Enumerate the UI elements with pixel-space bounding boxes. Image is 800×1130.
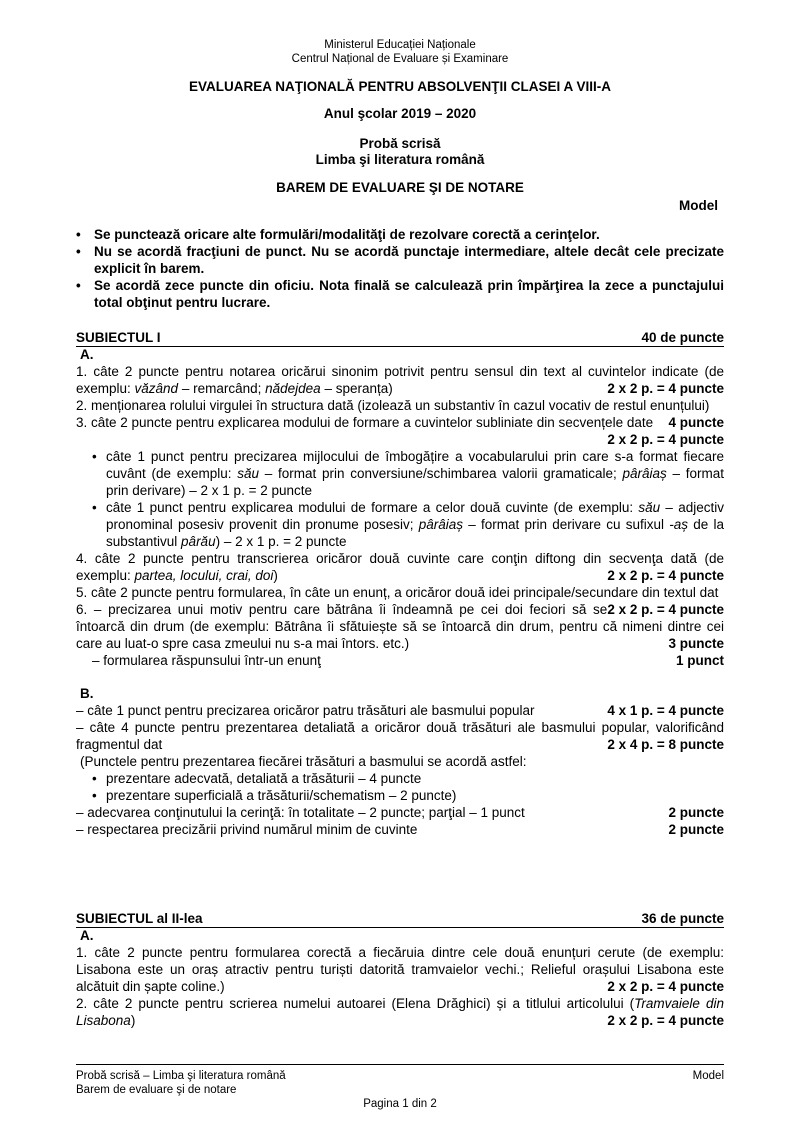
subject-2-item-2: 2. câte 2 puncte pentru scrierea numelui autoarei (Elena Drăghici) și a titlului articolului (Tramvaiele din Lisabona) 2 x 2 p. = 4 puncte bbox=[76, 996, 724, 1028]
part-b-item-3-points: 2 puncte bbox=[668, 805, 724, 820]
item-1-points: 2 x 2 p. = 4 puncte bbox=[607, 381, 724, 396]
item-2: 2. menționarea rolului virgulei în structura dată (izolează un substantiv în cazul vocativ de restul enunțului) 4 puncte bbox=[76, 398, 724, 430]
subject-1-title: SUBIECTUL I bbox=[76, 330, 161, 345]
part-b-item-3: – adecvarea conţinutului la cerinţă: în totalitate – 2 puncte; parţial – 1 punct 2 puncte bbox=[76, 805, 724, 820]
item-5-points: 2 x 2 p. = 4 puncte bbox=[607, 602, 724, 617]
subject-1 bbox=[76, 330, 724, 838]
part-b-item-1: – câte 1 punct pentru precizarea oricăror patru trăsături ale basmului popular 4 x 1 p. = 4 puncte bbox=[76, 703, 724, 718]
item-3-points: 2 x 2 p. = 4 puncte bbox=[607, 432, 724, 447]
part-b-item-2-points: 2 x 4 p. = 8 puncte bbox=[607, 737, 724, 752]
center-name: Centrul Național de Evaluare și Examinare bbox=[291, 53, 509, 65]
subject-2 bbox=[76, 911, 724, 1029]
subject-2-header bbox=[76, 911, 724, 928]
exam-title: EVALUAREA NAŢIONALĂ PENTRU ABSOLVENŢII CLASEI A VIII-A bbox=[188, 79, 611, 94]
item-3-bullet-1: • câte 1 punct pentru precizarea mijlocului de îmbogățire a vocabularului prin care s-a format fiecare cuvânt (de exemplu: său – format prin conversiune/schimbarea valorii gramaticale; pârâiaș – format prin derivare) – 2 x 1 p. = 2 puncte bbox=[76, 448, 724, 499]
part-b-item-1-points: 4 x 1 p. = 4 puncte bbox=[607, 703, 724, 718]
item-4-points: 2 x 2 p. = 4 puncte bbox=[607, 568, 724, 583]
item-4: 4. câte 2 puncte pentru transcrierea oricăror două cuvinte care conţin diftong din secvenţa dată (de exemplu: partea, locului, crai, doi) 2 x 2 p. = 4 puncte bbox=[76, 551, 724, 583]
subject-2-points: 36 de puncte bbox=[641, 911, 724, 926]
page-footer bbox=[76, 1064, 724, 1097]
ministry-name: Ministerul Educației Naționale bbox=[324, 39, 476, 51]
exam-type: Probă scrisă bbox=[359, 136, 441, 151]
part-b-note-bullet-1: • prezentare adecvată, detaliată a trăsăturii – 4 puncte bbox=[76, 770, 724, 787]
part-b-note-bullet-2: • prezentare superficială a trăsăturii/schematism – 2 puncte) bbox=[76, 787, 724, 804]
subject-1-points: 40 de puncte bbox=[641, 330, 724, 345]
item-3-bullet-2: • câte 1 punct pentru explicarea modului de formare a celor două cuvinte (de exemplu: său – adjectiv pronominal posesiv provenit din pronume posesiv; pârâiaș – format prin derivare cu sufixul -aș de la substantivul pârău) – 2 x 1 p. = 2 puncte bbox=[76, 499, 724, 550]
item-3: 3. câte 2 puncte pentru explicarea modului de formare a cuvintelor subliniate din secvențele date bbox=[76, 415, 654, 430]
rule-item: • Se punctează oricare alte formulări/modalităţi de rezolvare corectă a cerinţelor. bbox=[76, 226, 724, 243]
subject-1-header bbox=[76, 330, 724, 347]
document-title: BAREM DE EVALUARE ŞI DE NOTARE bbox=[276, 180, 524, 195]
rule-item: • Se acordă zece puncte din oficiu. Nota finală se calculează prin împărţirea la zece a punctajului total obţinut pentru lucrare. bbox=[76, 277, 724, 311]
subject-2-item-1: 1. câte 2 puncte pentru formularea corectă a fiecăruia dintre cele două enunțuri cerute (de exemplu: Lisabona este un oraș atractiv pentru turiști datorită tramvaielor vechi.; Relieful orașului Lisabona este alcătuit din șapte coline.) 2 x 2 p. = 4 puncte bbox=[76, 945, 724, 994]
general-rules bbox=[76, 226, 724, 311]
footer-model-label: Model bbox=[692, 1070, 724, 1082]
part-b-label: B. bbox=[80, 686, 94, 701]
subject-2-item-2-points: 2 x 2 p. = 4 puncte bbox=[607, 1013, 724, 1028]
item-2-points: 4 puncte bbox=[668, 415, 724, 430]
item-6b: – formularea răspunsului într-un enunţ 1 punct bbox=[92, 653, 724, 668]
rule-item: • Nu se acordă fracţiuni de punct. Nu se acordă punctaje intermediare, altele decât cele precizate explicit în barem. bbox=[76, 243, 724, 277]
item-1: 1. câte 2 puncte pentru notarea oricărui sinonim potrivit pentru sensul din text al cuvintelor indicate (de exemplu: văzând – remarcând; nădejdea – speranța) 2 x 2 p. = 4 puncte bbox=[76, 364, 724, 396]
item-6a-points: 3 puncte bbox=[668, 636, 724, 651]
page-number: Pagina 1 din 2 bbox=[363, 1098, 437, 1110]
item-6b-points: 1 punct bbox=[675, 653, 724, 668]
subject-2-item-1-points: 2 x 2 p. = 4 puncte bbox=[607, 979, 724, 994]
item-6: 6. – precizarea unui motiv pentru care bătrâna îi îndeamnă pe cei doi feciori să se întoarcă din drum (de exemplu: Bătrâna îi sfătuiește să se întoarcă din drum, pentru că nimeni dintre cei care au luat-o spre casa zmeului nu s-a mai întors. etc.) 3 puncte bbox=[76, 602, 724, 651]
item-5: 5. câte 2 puncte pentru formularea, în câte un enunț, a oricăror două idei principale/secundare din textul dat 2 x 2 p. = 4 puncte bbox=[76, 585, 724, 617]
part-b-note: (Punctele pentru prezentarea fiecărei trăsături a basmului se acordă astfel: bbox=[80, 754, 527, 769]
part-a-label: A. bbox=[80, 347, 94, 362]
footer-exam-label: Probă scrisă – Limba şi literatura română bbox=[76, 1070, 286, 1082]
footer-barem-label: Barem de evaluare şi de notare bbox=[76, 1084, 237, 1096]
subject-2-part-a-label: A. bbox=[80, 928, 94, 943]
part-b-item-4: – respectarea precizării privind numărul minim de cuvinte 2 puncte bbox=[76, 822, 724, 837]
model-label: Model bbox=[679, 198, 718, 213]
subject-2-title: SUBIECTUL al II-lea bbox=[76, 911, 203, 926]
exam-subject: Limba şi literatura română bbox=[315, 152, 485, 167]
part-b-item-4-points: 2 puncte bbox=[668, 822, 724, 837]
part-b-item-2: – câte 4 puncte pentru prezentarea detaliată a oricăror două trăsături ale basmului popular, valorificând fragmentul dat 2 x 4 p. = 8 puncte bbox=[76, 720, 724, 752]
school-year: Anul şcolar 2019 – 2020 bbox=[323, 106, 477, 121]
